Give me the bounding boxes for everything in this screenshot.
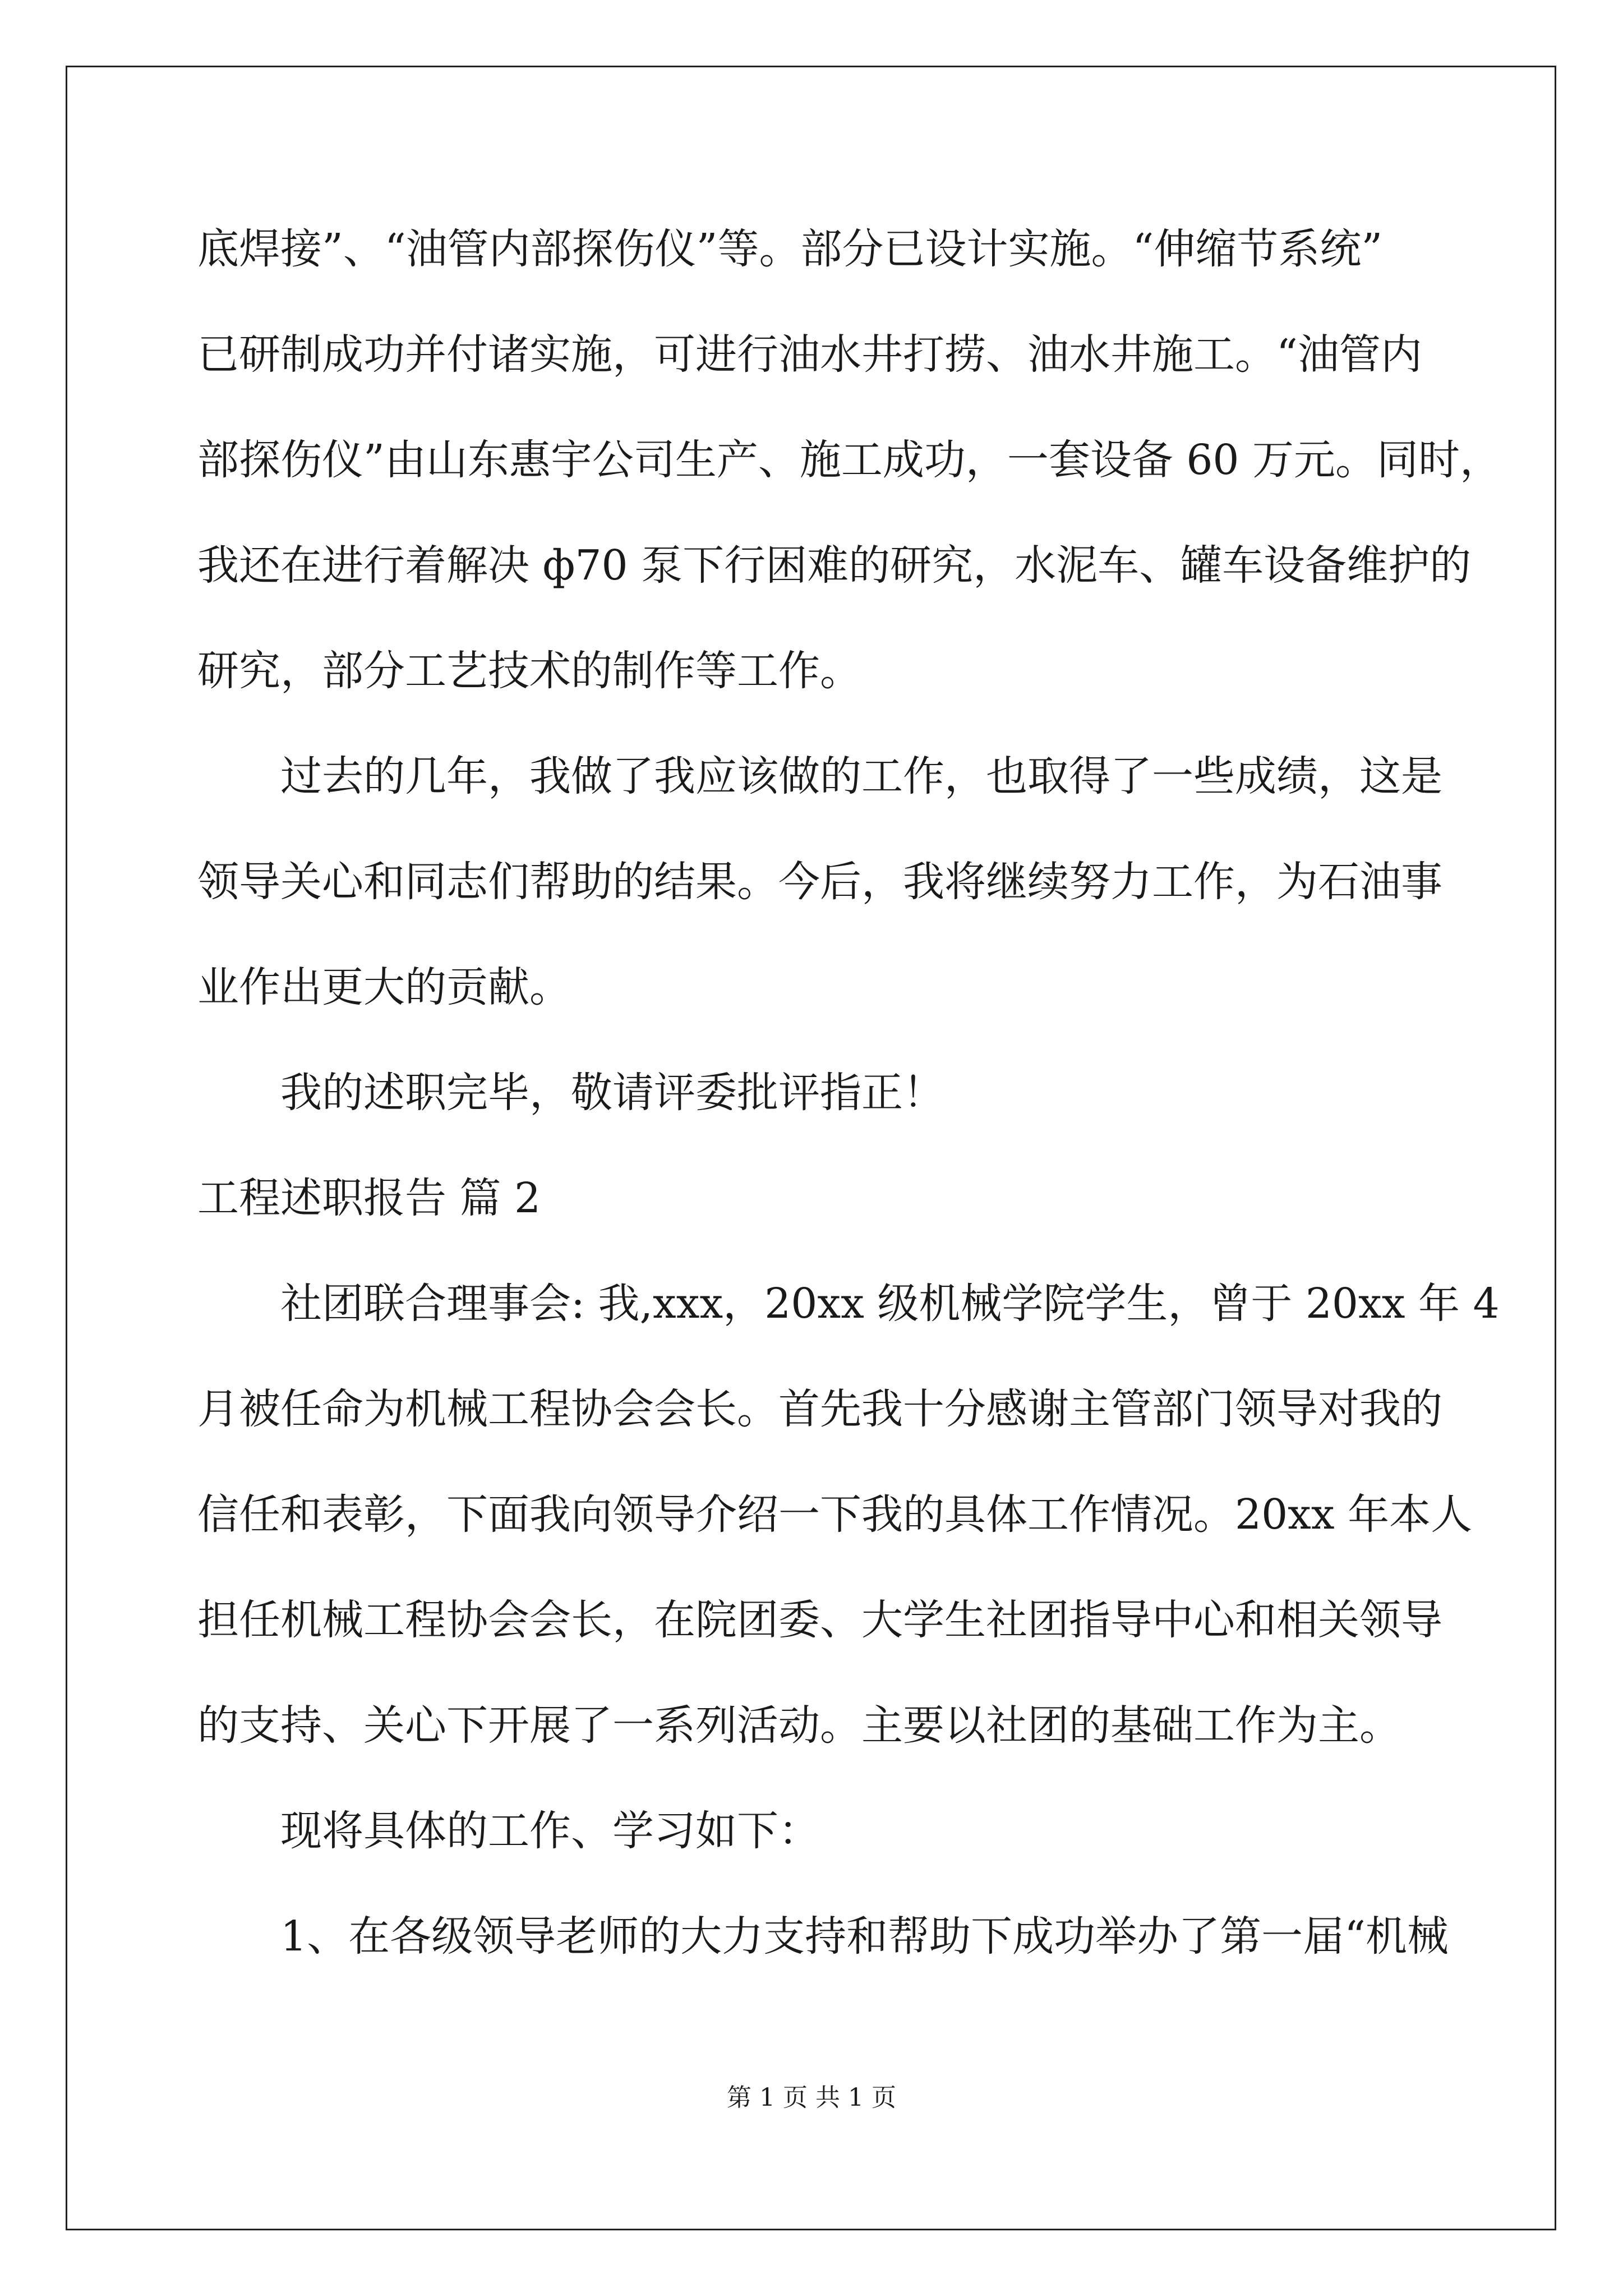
paragraph-line: 底焊接”、“油管内部探伤仪”等。部分已设计实施。“伸缩节系统” xyxy=(197,225,1383,273)
document-body xyxy=(197,196,1502,1989)
paragraph-line: 的支持、关心下开展了一系列活动。主要以社团的基础工作为主。 xyxy=(197,1701,1401,1750)
paragraph-line: 信任和表彰，下面我向领导介绍一下我的具体工作情况。20xx 年本人 xyxy=(197,1490,1473,1539)
paragraph-line: 现将具体的工作、学习如下： xyxy=(280,1807,820,1855)
paragraph-line: 过去的几年，我做了我应该做的工作，也取得了一些成绩，这是 xyxy=(280,752,1442,800)
paragraph-line: 部探伤仪”由山东惠宇公司生产、施工成功，一套设备 60 万元。同时， xyxy=(197,436,1502,484)
paragraph-line: 研究，部分工艺技术的制作等工作。 xyxy=(197,647,861,695)
paragraph-line: 我的述职完毕，敬请评委批评指正！ xyxy=(280,1069,944,1117)
paragraph-line: 担任机械工程协会会长，在院团委、大学生社团指导中心和相关领导 xyxy=(197,1596,1442,1644)
section-heading: 工程述职报告 篇 2 xyxy=(197,1174,541,1222)
paragraph-line: 我还在进行着解决 ф70 泵下行困难的研究，水泥车、罐车设备维护的 xyxy=(197,541,1472,590)
paragraph-line: 业作出更大的贡献。 xyxy=(197,963,571,1011)
paragraph-line: 领导关心和同志们帮助的结果。今后，我将继续努力工作，为石油事 xyxy=(197,858,1442,906)
paragraph-line: 月被任命为机械工程协会会长。首先我十分感谢主管部门领导对我的 xyxy=(197,1385,1442,1433)
paragraph-line: 1、在各级领导老师的大力支持和帮助下成功举办了第一届“机械 xyxy=(280,1912,1449,1961)
page-footer: 第 1 页 共 1 页 xyxy=(727,2083,896,2112)
paragraph-line: 社团联合理事会: 我,xxx，20xx 级机械学院学生，曾于 20xx 年 4 xyxy=(280,1280,1500,1328)
paragraph-line: 已研制成功并付诸实施，可进行油水井打捞、油水井施工。“油管内 xyxy=(197,330,1422,379)
